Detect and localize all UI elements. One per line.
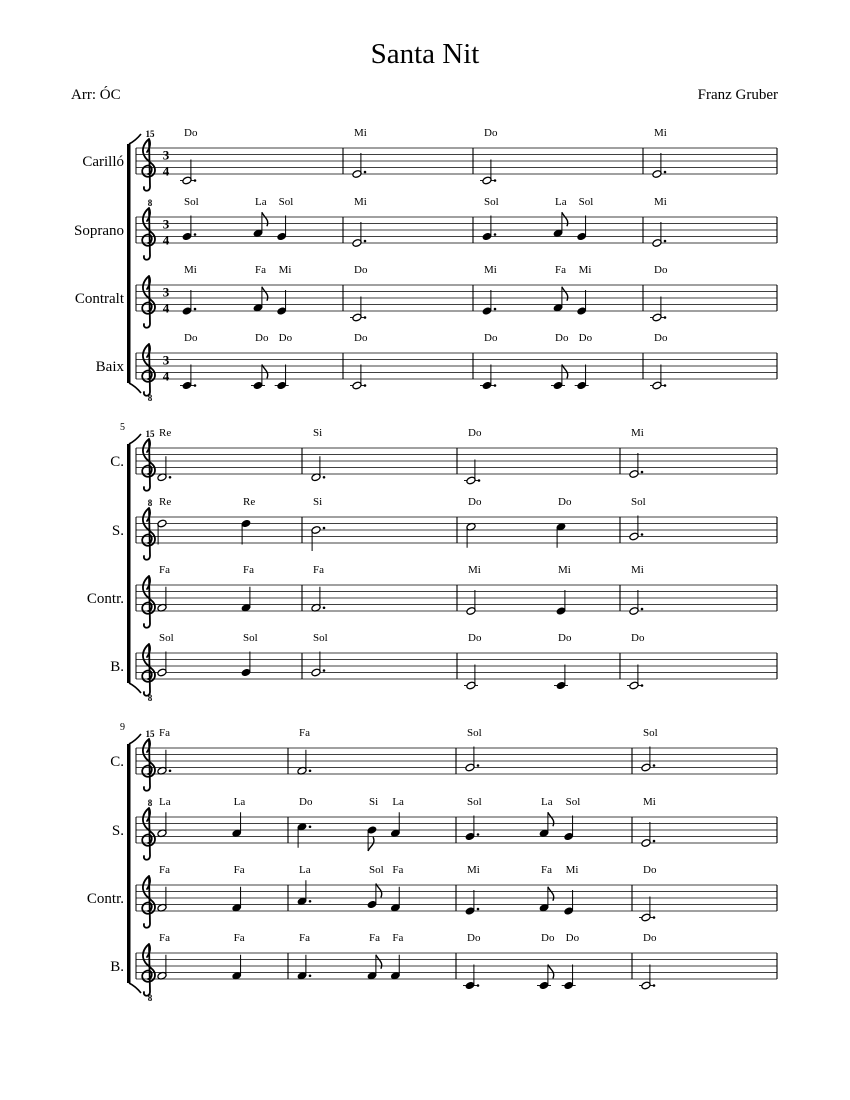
note	[539, 864, 554, 912]
arranger-credit: Arr: ÓC	[71, 87, 121, 103]
augmentation-dot	[364, 384, 367, 387]
note-label: Re	[159, 496, 172, 508]
note-label: La	[392, 796, 404, 808]
note	[157, 864, 170, 912]
note	[629, 496, 646, 541]
staff	[75, 264, 777, 328]
note	[157, 564, 170, 612]
bracket-bottom-curl	[129, 683, 141, 693]
note-label: Do	[468, 427, 482, 439]
augmentation-dot	[664, 171, 667, 174]
note	[652, 196, 667, 247]
instrument-name: Soprano	[74, 223, 124, 239]
staff	[87, 864, 777, 928]
note-label: Sol	[565, 796, 581, 808]
note-label: Sol	[484, 196, 499, 208]
augmentation-dot	[309, 900, 312, 903]
treble-clef-icon	[142, 208, 155, 260]
augmentation-dot	[653, 840, 656, 843]
note	[367, 932, 382, 980]
note-label: Sol	[243, 632, 258, 644]
note-label: Fa	[243, 564, 254, 576]
note-label: Do	[631, 632, 645, 644]
augmentation-dot	[364, 171, 367, 174]
note-label: Mi	[578, 264, 592, 276]
augmentation-dot	[194, 179, 197, 182]
note	[367, 864, 384, 909]
instrument-name: S.	[111, 823, 124, 839]
octave-mark-above: 15	[145, 729, 155, 739]
note-label: Do	[467, 932, 481, 944]
note-label: Do	[558, 632, 572, 644]
note-label: Sol	[184, 196, 199, 208]
augmentation-dot	[323, 527, 326, 530]
augmentation-dot	[364, 240, 367, 243]
note	[652, 127, 667, 178]
note-label: Fa	[159, 864, 170, 876]
note-label: La	[159, 796, 171, 808]
measure-number: 5	[120, 422, 125, 433]
note-label: Fa	[233, 932, 245, 944]
note-label: Sol	[278, 196, 294, 208]
note-label: Fa	[159, 727, 170, 739]
note-label: Do	[184, 332, 198, 344]
note-label: Fa	[159, 932, 170, 944]
note-label: Sol	[467, 727, 482, 739]
note	[464, 427, 482, 485]
octave-mark-below: 8	[147, 693, 153, 703]
note	[157, 632, 174, 677]
time-signature-denominator: 4	[162, 368, 170, 384]
note-label: Sol	[643, 727, 658, 739]
note	[232, 932, 245, 980]
note	[465, 727, 482, 772]
instrument-name: C.	[110, 454, 124, 470]
note-label: Sol	[631, 496, 646, 508]
note-label: Do	[643, 864, 657, 876]
note-label: Mi	[354, 127, 367, 139]
note-label: Do	[484, 127, 498, 139]
time-signature-denominator: 4	[162, 163, 170, 179]
note	[311, 564, 325, 612]
system	[87, 422, 777, 703]
note	[157, 932, 170, 980]
augmentation-dot	[309, 825, 312, 828]
note	[650, 332, 668, 390]
system-bracket	[127, 744, 131, 983]
note	[350, 332, 368, 390]
instrument-name: Carilló	[82, 154, 124, 170]
note	[352, 127, 367, 178]
note	[627, 632, 645, 690]
eighth-flag	[562, 287, 568, 301]
note	[157, 496, 171, 545]
augmentation-dot	[477, 833, 480, 836]
note-label: Mi	[184, 264, 197, 276]
system-bracket	[127, 144, 131, 383]
note	[641, 796, 656, 847]
treble-clef-icon	[142, 808, 155, 860]
augmentation-dot	[478, 479, 481, 482]
augmentation-dot	[194, 308, 197, 311]
time-signature-numerator: 3	[162, 284, 170, 300]
note-label: Mi	[278, 264, 292, 276]
augmentation-dot	[477, 908, 480, 911]
octave-mark-above: 15	[145, 129, 155, 139]
note	[180, 332, 198, 390]
note	[564, 796, 581, 841]
note	[232, 864, 245, 912]
composer-credit: Franz Gruber	[697, 87, 778, 103]
augmentation-dot	[309, 974, 312, 977]
treble-clef-icon	[142, 276, 155, 328]
note	[275, 332, 293, 390]
note-label: La	[541, 796, 553, 808]
note-label: Mi	[354, 196, 367, 208]
augmentation-dot	[653, 984, 656, 987]
note	[277, 264, 292, 315]
note-label: Mi	[631, 564, 644, 576]
note-label: Fa	[159, 564, 170, 576]
augmentation-dot	[494, 233, 497, 236]
augmentation-dot	[664, 384, 667, 387]
note-label: Do	[354, 264, 368, 276]
staff	[112, 796, 777, 860]
note-label: Mi	[654, 196, 667, 208]
note	[554, 632, 572, 690]
note	[157, 727, 171, 775]
note-label: Do	[578, 332, 593, 344]
note	[251, 332, 269, 390]
note-label: Do	[468, 496, 482, 508]
eighth-flag	[548, 965, 554, 979]
augmentation-dot	[309, 769, 312, 772]
note	[277, 196, 294, 241]
note-label: Fa	[233, 864, 245, 876]
note	[241, 564, 254, 612]
note	[466, 564, 481, 615]
note-label: Do	[484, 332, 498, 344]
eighth-flag	[262, 365, 268, 379]
eighth-flag	[562, 212, 568, 226]
staff	[96, 332, 777, 403]
note-label: Do	[299, 796, 313, 808]
augmentation-dot	[194, 233, 197, 236]
note-label: Do	[468, 632, 482, 644]
treble-clef-icon	[142, 644, 155, 696]
eighth-flag	[262, 212, 268, 226]
note-label: Mi	[643, 796, 656, 808]
note	[182, 264, 197, 315]
note-label: Fa	[299, 727, 310, 739]
note-label: Mi	[484, 264, 497, 276]
instrument-name: Contralt	[74, 291, 124, 307]
augmentation-dot	[641, 471, 644, 474]
note-label: Si	[313, 496, 323, 508]
note-label: La	[233, 796, 246, 808]
treble-clef-icon	[142, 508, 155, 560]
augmentation-dot	[494, 384, 497, 387]
note	[562, 932, 580, 990]
instrument-name: C.	[110, 754, 124, 770]
augmentation-dot	[653, 764, 656, 767]
note-label: La	[555, 196, 567, 208]
staff	[82, 127, 777, 191]
instrument-name: Contr.	[86, 591, 124, 607]
instrument-name: Contr.	[86, 891, 124, 907]
note	[641, 727, 658, 772]
note-label: Fa	[299, 932, 310, 944]
time-signature-numerator: 3	[162, 216, 170, 232]
note	[350, 264, 368, 322]
note	[241, 496, 255, 545]
octave-mark-above: 8	[147, 198, 153, 208]
instrument-name: S.	[111, 523, 124, 539]
staff	[110, 727, 777, 791]
staff	[110, 427, 777, 491]
note-label: Do	[255, 332, 269, 344]
note	[556, 564, 571, 615]
note-label: Do	[565, 932, 580, 944]
note-label: Re	[243, 496, 256, 508]
note-label: Si	[313, 427, 323, 439]
augmentation-dot	[323, 606, 326, 609]
note-label: Fa	[392, 932, 404, 944]
note	[482, 196, 499, 241]
staff	[87, 564, 777, 628]
staff	[110, 632, 777, 703]
augmentation-dot	[664, 240, 667, 243]
note-label: Do	[354, 332, 368, 344]
note-label: Do	[555, 332, 569, 344]
note	[553, 264, 568, 312]
augmentation-dot	[169, 476, 172, 479]
note	[480, 127, 498, 185]
octave-mark-below: 8	[147, 993, 153, 1003]
bracket-top-curl	[129, 134, 141, 144]
system	[87, 722, 777, 1003]
staff	[110, 932, 777, 1003]
eighth-flag	[376, 884, 382, 898]
augmentation-dot	[641, 608, 644, 611]
note	[311, 632, 328, 677]
eighth-flag	[368, 837, 374, 851]
treble-clef-icon	[142, 944, 155, 996]
note	[390, 932, 403, 980]
augmentation-dot	[641, 684, 644, 687]
note	[465, 864, 480, 915]
note-label: La	[255, 196, 267, 208]
note	[537, 932, 555, 990]
note-label: Do	[643, 932, 657, 944]
note-label: Mi	[468, 564, 481, 576]
time-signature-denominator: 4	[162, 300, 170, 316]
eighth-flag	[548, 887, 554, 901]
note-label: Re	[159, 427, 172, 439]
octave-mark-below: 8	[147, 393, 153, 403]
note-label: Fa	[313, 564, 324, 576]
note-label: Do	[654, 264, 668, 276]
note-label: Mi	[565, 864, 579, 876]
note-label: Sol	[313, 632, 328, 644]
note	[352, 196, 367, 247]
augmentation-dot	[323, 669, 326, 672]
note-label: Mi	[654, 127, 667, 139]
note-label: Do	[184, 127, 198, 139]
note	[650, 264, 668, 322]
note	[564, 864, 579, 915]
note	[577, 196, 594, 241]
system	[74, 127, 777, 403]
treble-clef-icon	[142, 739, 155, 791]
note-label: Mi	[467, 864, 480, 876]
treble-clef-icon	[142, 576, 155, 628]
augmentation-dot	[664, 316, 667, 319]
note	[464, 632, 482, 690]
note	[466, 496, 482, 548]
treble-clef-icon	[142, 344, 155, 396]
note-label: Do	[654, 332, 668, 344]
note-label: Mi	[631, 427, 644, 439]
augmentation-dot	[194, 384, 197, 387]
note	[629, 564, 644, 615]
eighth-flag	[562, 365, 568, 379]
bracket-bottom-curl	[129, 383, 141, 393]
note-label: Do	[278, 332, 293, 344]
note	[297, 932, 311, 980]
note-label: Fa	[369, 932, 380, 944]
staff	[74, 196, 777, 260]
time-signature-numerator: 3	[162, 352, 170, 368]
note-label: Fa	[541, 864, 552, 876]
augmentation-dot	[364, 316, 367, 319]
staff	[112, 496, 777, 560]
eighth-flag	[376, 955, 382, 969]
instrument-name: B.	[110, 659, 124, 675]
note-label: Si	[369, 796, 379, 808]
note-label: La	[299, 864, 311, 876]
note-label: Sol	[578, 196, 594, 208]
note-label: Do	[541, 932, 555, 944]
octave-mark-above: 8	[147, 498, 153, 508]
note	[639, 932, 657, 990]
augmentation-dot	[494, 179, 497, 182]
augmentation-dot	[323, 476, 326, 479]
bracket-top-curl	[129, 734, 141, 744]
note-label: Mi	[558, 564, 571, 576]
note	[241, 632, 258, 677]
score-title: Santa Nit	[370, 38, 480, 70]
note-label: Fa	[555, 264, 566, 276]
note	[390, 864, 403, 912]
augmentation-dot	[169, 769, 172, 772]
note-label: Fa	[392, 864, 404, 876]
note	[297, 796, 313, 848]
treble-clef-icon	[142, 439, 155, 491]
treble-clef-icon	[142, 876, 155, 928]
augmentation-dot	[653, 916, 656, 919]
note	[639, 864, 657, 922]
note-label: Sol	[467, 796, 482, 808]
instrument-name: Baix	[95, 359, 124, 375]
eighth-flag	[262, 287, 268, 301]
note-label: Do	[558, 496, 572, 508]
note	[551, 332, 569, 390]
note-label: Fa	[255, 264, 266, 276]
note	[463, 932, 481, 990]
system-bracket	[127, 444, 131, 683]
augmentation-dot	[641, 533, 644, 536]
time-signature-denominator: 4	[162, 232, 170, 248]
augmentation-dot	[477, 764, 480, 767]
note	[629, 427, 644, 478]
bracket-top-curl	[129, 434, 141, 444]
note	[297, 727, 311, 775]
time-signature-numerator: 3	[162, 147, 170, 163]
note	[480, 332, 498, 390]
augmentation-dot	[494, 308, 497, 311]
note-label: Sol	[159, 632, 174, 644]
note	[556, 496, 572, 548]
augmentation-dot	[477, 984, 480, 987]
note	[182, 196, 199, 241]
octave-mark-above: 8	[147, 798, 153, 808]
treble-clef-icon	[142, 139, 155, 191]
instrument-name: B.	[110, 959, 124, 975]
eighth-flag	[548, 812, 554, 826]
note	[482, 264, 497, 315]
note	[577, 264, 592, 315]
note	[575, 332, 593, 390]
note	[180, 127, 198, 185]
octave-mark-above: 15	[145, 429, 155, 439]
note	[465, 796, 482, 841]
bracket-bottom-curl	[129, 983, 141, 993]
note-label: Sol	[369, 864, 384, 876]
note	[253, 264, 268, 312]
measure-number: 9	[120, 722, 125, 733]
